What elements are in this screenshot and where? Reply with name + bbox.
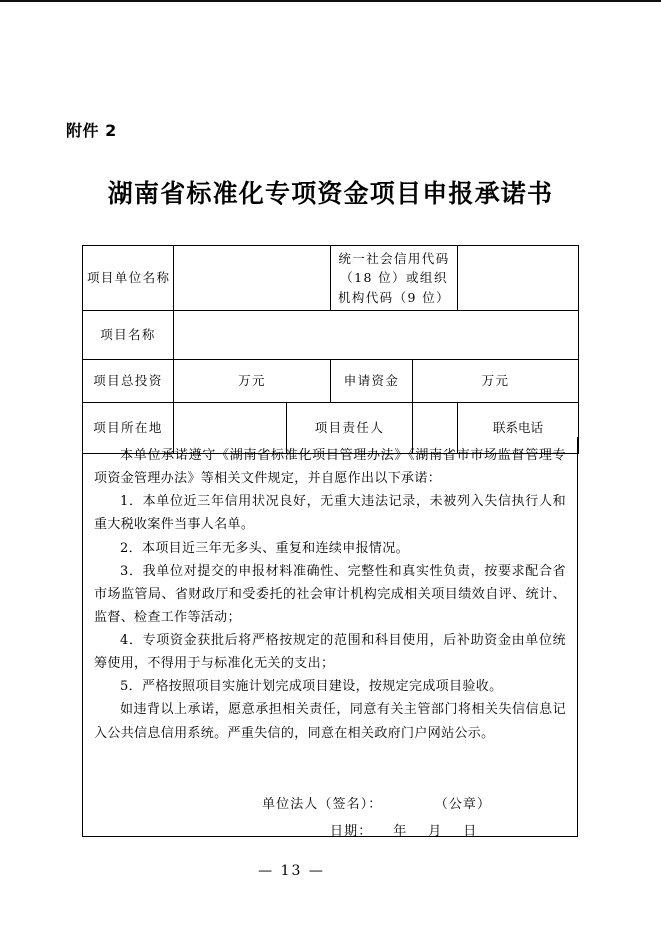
signature-block [94, 791, 566, 846]
commitment-item-5: 5．严格按照项目实施计划完成项目建设，按规定完成项目验收。 [120, 679, 503, 695]
commitment-item-1: 1．本单位近三年信用状况良好，无重大违法记录，未被列入失信执行人和重大税收案件当事人名单。 [94, 494, 566, 533]
credit-code-input[interactable] [458, 246, 579, 311]
legal-person-signature-line[interactable]: 单位法人（签名）： （公章） [262, 796, 492, 812]
total-investment-label: 项目总投资 [83, 360, 174, 403]
commitment-item-2: 2．本项目近三年无多头、重复和连续申报情况。 [120, 540, 409, 556]
page-title: 湖南省标准化专项资金项目申报承诺书 [107, 179, 554, 208]
apply-funds-label: 申请资金 [331, 360, 413, 403]
commitment-item-3: 3．我单位对提交的申报材料准确性、完整性和真实性负责，按要求配合省市场监管局、省财政厅和受委托的社会审计机构完成相关项目绩效自评、统计、监督、检查工作等活动； [94, 563, 566, 625]
table-row [83, 311, 579, 360]
table-row [83, 246, 579, 311]
date-line[interactable]: 日期： 年 月 日 [330, 823, 478, 839]
commitment-intro: 本单位承诺遵守《湖南省标准化项目管理办法》《湖南省市市场监督管理专项资金管理办法》等相关文件规定，并自愿作出以下承诺： [94, 448, 566, 487]
project-location-label: 项目所在地 [83, 403, 174, 454]
total-investment-unit[interactable]: 万元 [174, 360, 331, 403]
responsible-person-label: 项目责任人 [287, 403, 413, 454]
credit-code-label: 统一社会信用代码（18 位）或组织机构代码（9 位） [331, 246, 458, 311]
project-name-input[interactable] [174, 311, 579, 360]
project-unit-name-input[interactable] [174, 246, 331, 311]
attachment-label: 附件 2 [66, 121, 117, 140]
commitment-closing: 如违背以上承诺，愿意承担相关责任，同意有关主管部门将相关失信信息记入公共信息信用系统。严重失信的，同意在相关政府门户网站公示。 [94, 702, 566, 741]
project-unit-name-label: 项目单位名称 [83, 246, 174, 311]
project-name-label: 项目名称 [83, 311, 174, 360]
project-info-table [82, 245, 579, 454]
contact-phone-label: 联系电话 [458, 403, 579, 454]
table-row [83, 360, 579, 403]
commitment-item-4: 4．专项资金获批后将严格按规定的范围和科目使用，后补助资金由单位统筹使用，不得用于与标准化无关的支出； [94, 633, 566, 672]
commitment-body [82, 437, 578, 837]
page-number: — 13 — [258, 863, 325, 879]
apply-funds-unit[interactable]: 万元 [413, 360, 579, 403]
